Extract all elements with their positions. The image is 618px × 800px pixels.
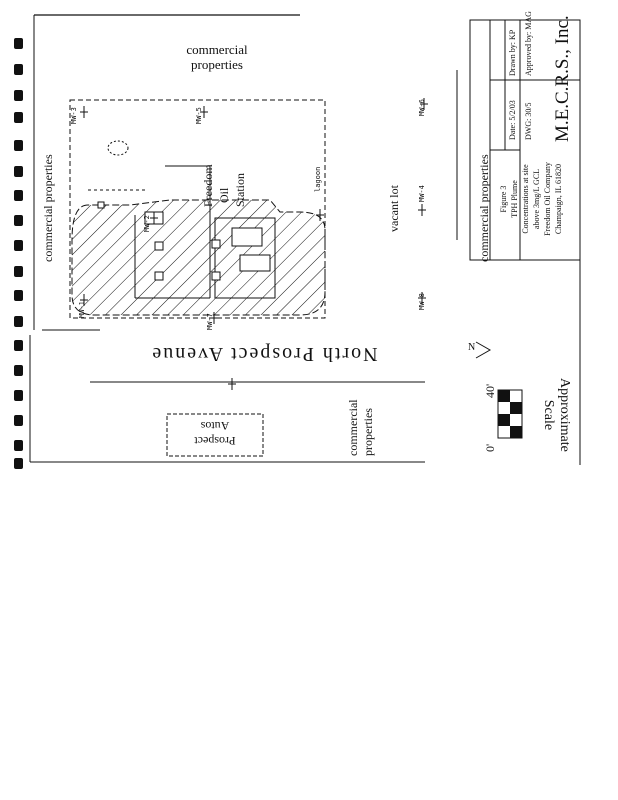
- label-bottom-commercial-line2: properties: [361, 408, 375, 456]
- scale-caption-line2: Scale: [541, 399, 556, 431]
- tb-date: Date: 5/2/03: [508, 100, 517, 140]
- scale-caption-line1: Approximate: [557, 378, 572, 452]
- tb-approved: Approved by: MAG: [524, 11, 533, 76]
- label-top-commercial-line1: commercial: [186, 42, 248, 57]
- tb-company: M.E.C.R.S., Inc.: [552, 15, 573, 142]
- label-station-line2: Oil: [217, 187, 231, 203]
- tb-figure-3: Concentrations at site: [521, 164, 530, 234]
- scale-zero: 0': [483, 443, 497, 452]
- tb-figure-4: above 3mg/L GCL: [532, 168, 541, 230]
- well-label-mw6: MW-6: [418, 99, 426, 116]
- label-station-line3: Station: [233, 172, 247, 207]
- label-top-commercial-line2: properties: [191, 57, 243, 72]
- label-prospect-autos: [170, 418, 260, 448]
- well-label-lagoon: lagoon: [314, 166, 322, 192]
- label-station-line1: Freedom: [201, 164, 215, 207]
- well-label-mw8: MW-8: [418, 293, 426, 310]
- tb-figure-2: TPH Plume: [510, 180, 519, 218]
- well-label-mw1: MW-1: [78, 301, 86, 318]
- tb-figure-1: Figure 3: [499, 185, 508, 213]
- label-vacant-lot: vacant lot: [387, 185, 401, 232]
- well-label-mw5: MW-5: [195, 107, 203, 124]
- label-right-commercial: commercial properties: [477, 154, 491, 262]
- tb-figure-6: Champaign, IL 61820: [554, 163, 563, 235]
- well-label-mw2: MW-2: [143, 215, 151, 232]
- north-label: N: [468, 342, 476, 353]
- scale-forty: 40': [483, 383, 497, 398]
- tb-figure-5: Freedom Oil Company: [543, 162, 552, 236]
- label-prospect: Prospect: [194, 434, 236, 448]
- tb-drawn-by: Drawn by: KP: [508, 29, 517, 76]
- well-label-mw3: MW-3: [70, 107, 78, 124]
- tb-figure-caption: [498, 150, 564, 248]
- label-left-commercial: commercial properties: [41, 154, 55, 262]
- scale-caption: [540, 378, 572, 452]
- label-bottom-commercial-line1: commercial: [346, 399, 360, 456]
- label-top-commercial: [172, 43, 262, 71]
- label-bottom-commercial: [346, 399, 376, 456]
- label-street: North Prospect Avenue: [150, 343, 378, 365]
- well-label-mw4: MW-4: [418, 185, 426, 202]
- tb-dwg: DWG: 30/5: [524, 102, 533, 140]
- well-label-mw7: MW-7: [206, 313, 214, 330]
- label-autos: Autos: [200, 419, 230, 433]
